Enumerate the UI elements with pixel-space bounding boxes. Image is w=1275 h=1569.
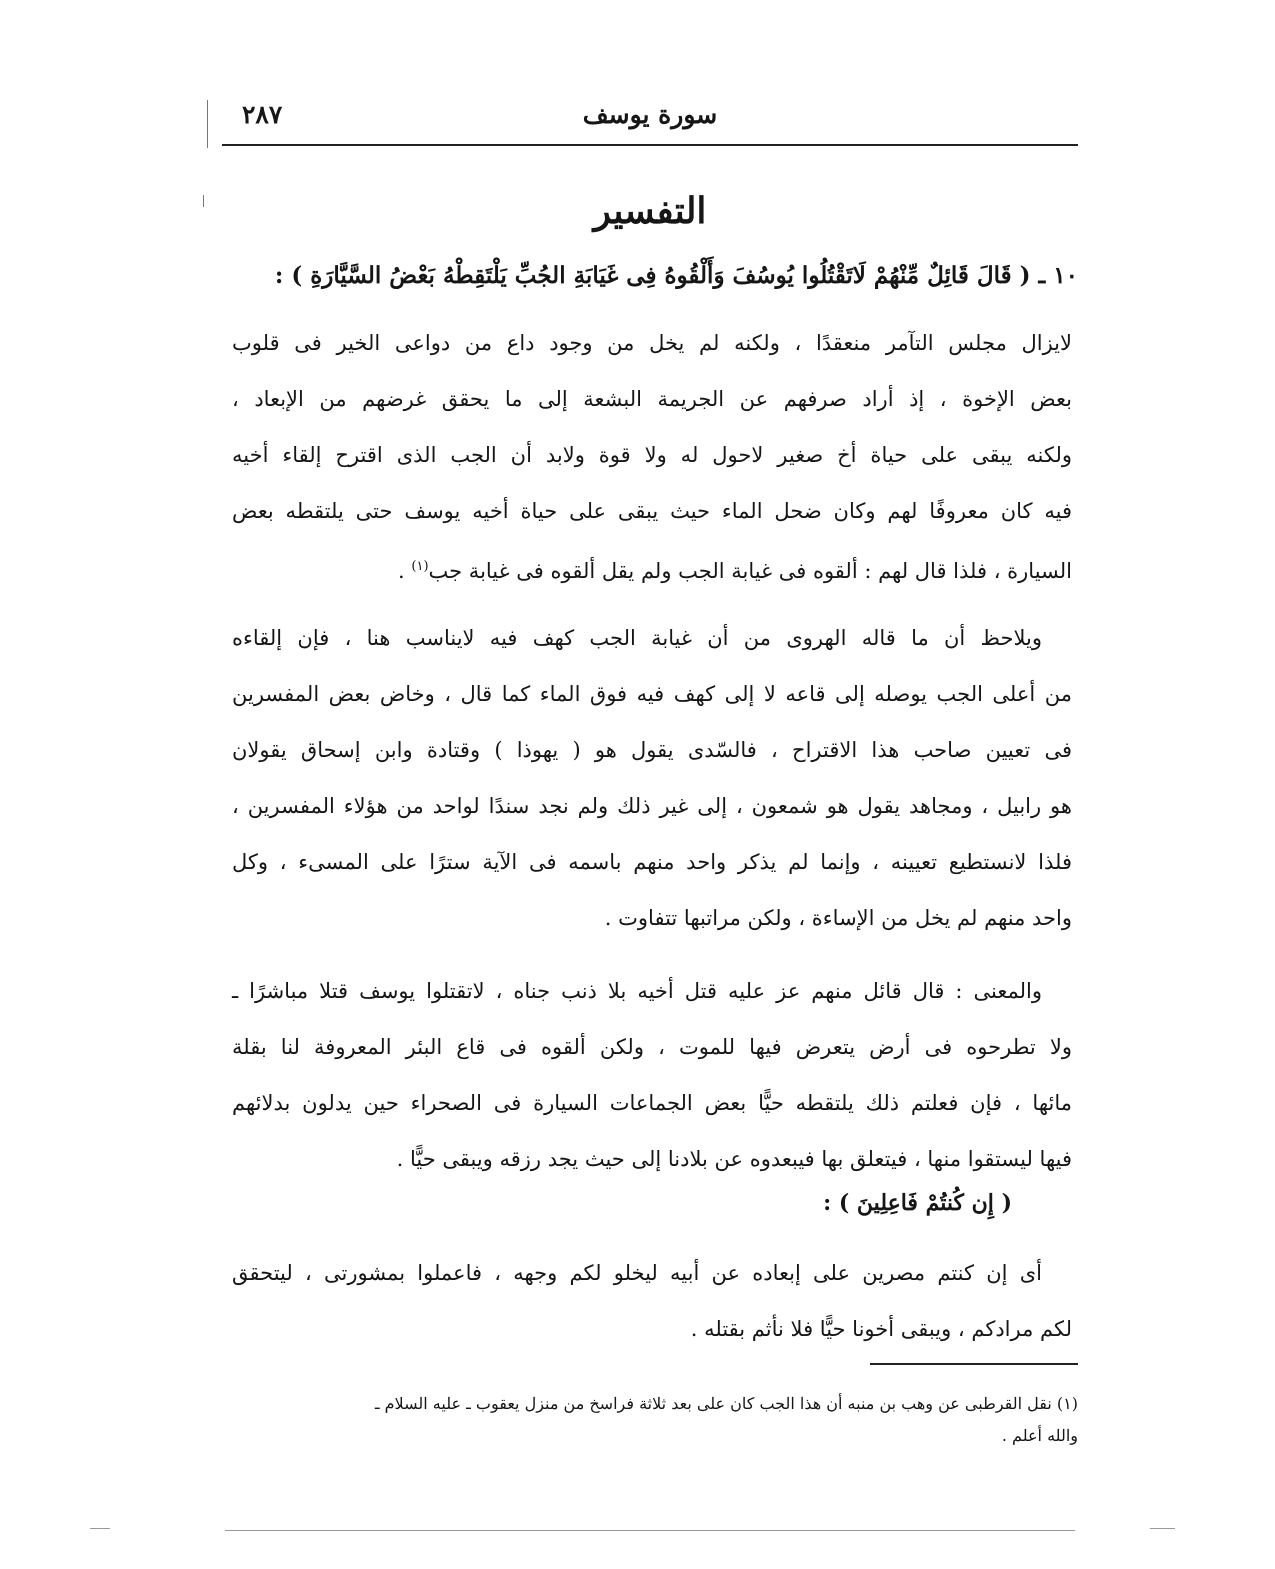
scan-bottom-edge <box>90 1528 110 1529</box>
text-line: لكم مرادكم ، ويبقى أخونا حيًّا فلا نأثم بقتله . <box>690 1317 1072 1341</box>
text-line: والمعنى : قال قائل منهم عز عليه قتل أخيه بلا ذنب جناه ، لاتقتلوا يوسف قتلا مباشرًا ـ <box>232 979 1042 1003</box>
text-line: فيه كان معروفًا لهم وكان ضحل الماء حيث يبقى على حياة أخيه يوسف حتى يلتقطه بعض <box>232 499 1073 523</box>
text-line: مائها ، فإن فعلتم ذلك يلتقطه حيًّا بعض الجماعات السيارة فى الصحراء حين يدلون بدلائهم <box>232 1091 1072 1115</box>
paragraph-3 <box>232 963 1072 1187</box>
text-line: لايزال مجلس التآمر منعقدًا ، ولكنه لم يخل من وجود داع من دواعى الخير فى قلوب <box>232 331 1072 355</box>
text-line: ولا تطرحوه فى أرض يتعرض فيها للموت ، ولكن ألقوه فى قاع البئر المعروفة لنا بقلة <box>232 1035 1072 1059</box>
text-line: ولكنه يبقى على حياة أخ صغير لاحول له ولا قوة ولابد أن الجب الذى اقترح إلقاء أخيه <box>232 443 1072 467</box>
scan-margin-mark <box>207 100 208 148</box>
surah-title: سورة يوسف <box>582 100 718 129</box>
text-line: واحد منهم لم يخل من الإساءة ، ولكن مراتبها تتفاوت . <box>604 906 1072 930</box>
scan-bottom-edge <box>1150 1528 1175 1529</box>
section-title: التفسير <box>593 190 707 232</box>
text-line: أى إن كنتم مصرين على إبعاده عن أبيه ليخلو لكم وجهه ، فاعملوا بمشورتى ، ليتحقق <box>232 1261 1042 1285</box>
paragraph-4 <box>232 1245 1072 1357</box>
text-line: فلذا لانستطيع تعيينه ، وإنما لم يذكر واحد منهم باسمه فى الآية سترًا على المسىء ، وكل <box>232 850 1072 874</box>
text-line: فى تعيين صاحب هذا الاقتراح ، فالسّدى يقول هو ( يهوذا ) وقتادة وابن إسحاق يقولان <box>232 738 1072 762</box>
footnote-rule <box>870 1363 1078 1365</box>
footnote-line: والله أعلم . <box>1001 1426 1078 1445</box>
scan-bottom-edge <box>225 1530 1075 1531</box>
verse-heading: ١٠ ـ ( قَالَ قَائِلٌ مِّنْهُمْ لَاتَقْتُلُوا يُوسُفَ وَأَلْقُوهُ فِى غَيَابَةِ الجُبِّ يَلْتَقِطْهُ بَعْضُ السَّيَّارَةِ ) : <box>274 262 1078 289</box>
sentence-end: . <box>398 559 405 583</box>
text-line: هو رابيل ، ومجاهد يقول هو شمعون ، إلى غير ذلك ولم نجد سندًا لواحد من هؤلاء المفسرين ، <box>232 794 1072 818</box>
scan-margin-mark-2 <box>203 195 204 207</box>
paragraph-2 <box>232 610 1072 946</box>
footnote-marker: (١) <box>411 559 429 574</box>
paragraph-1 <box>232 315 1072 599</box>
quoted-verse: ( إِن كُنتُمْ فَاعِلِينَ ) : <box>823 1190 1012 1216</box>
text-line-content: السيارة ، فلذا قال لهم : ألقوه فى غيابة الجب ولم يقل ألقوه فى غيابة جب <box>428 559 1072 583</box>
text-line: فيها ليستقوا منها ، فيتعلق بها فيبعدوه عن بلادنا إلى حيث يجد رزقه ويبقى حيًّا . <box>396 1147 1072 1171</box>
page-number: ٢٨٧ <box>242 100 283 129</box>
running-header <box>222 100 1078 134</box>
footnote <box>222 1388 1078 1452</box>
footnote-line: (١) نقل القرطبى عن وهب بن منبه أن هذا الجب كان على بعد ثلاثة فراسخ من منزل يعقوب ـ عليه السلام ـ <box>374 1394 1078 1413</box>
text-line: من أعلى الجب يوصله إلى قاعه لا إلى كهف فيه فوق الماء كما قال ، وخاض بعض المفسرين <box>232 682 1072 706</box>
header-rule <box>222 144 1078 146</box>
text-line <box>232 539 1072 599</box>
text-line: بعض الإخوة ، إذ أراد صرفهم عن الجريمة البشعة إلى ما يحقق غرضهم من الإبعاد ، <box>232 387 1072 411</box>
text-line: ويلاحظ أن ما قاله الهروى من أن غيابة الجب كهف فيه لايناسب هنا ، فإن إلقاءه <box>232 626 1042 650</box>
